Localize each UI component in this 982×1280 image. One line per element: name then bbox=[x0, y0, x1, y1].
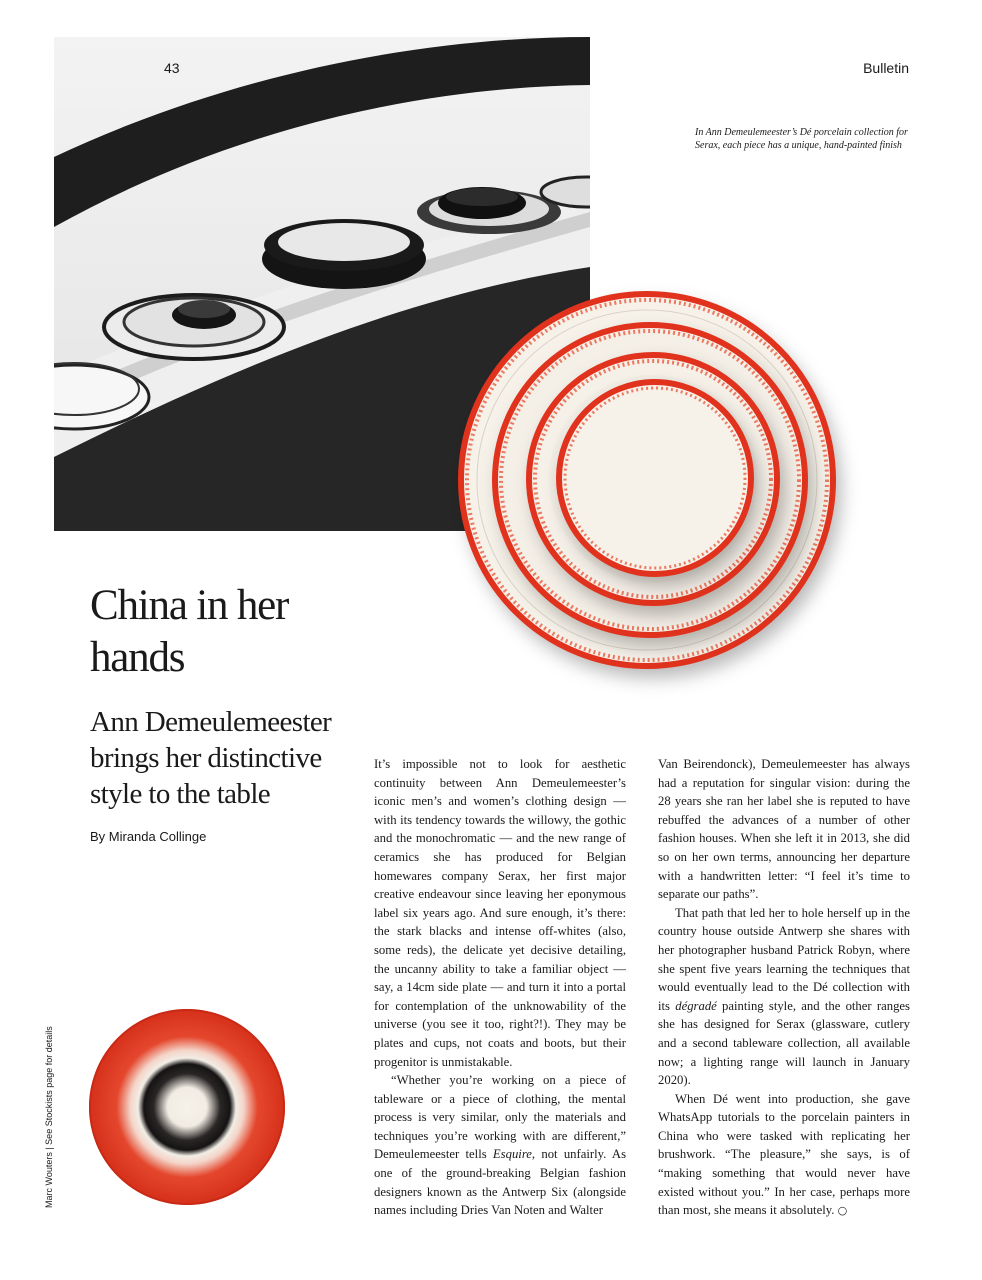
body-paragraph: It’s impossible not to look for aesthetic continuity between Ann Demeulemeester’s iconic men’s and women’s clothing design — with its tendency towards the willowy, the gothic and the monochromatic — and the new range of ceramics she has produced for Belgian homewares company Serax, her first major creative endeavour since leaving her eponymous label six years ago. And sure enough, it’s there: the stark blacks and intense off-whites (also, some reds), the delicate yet decisive detailing, the uncanny ability to take a familiar object — say, a 14cm side plate — and turn it into a portal for contemplation of the unknowability of the universe (you see it too, right?!). They may be plates and cups, not coats and boots, but their progenitor is unmistakable. bbox=[374, 757, 626, 1069]
technique-term: dégradé bbox=[675, 998, 717, 1013]
body-paragraph: That path that led her to hole herself up in the country house outside Antwerp she shares with her photographer husband Patrick Robyn, where she spent five years learning the techniques that would eventually lead to the Dé collection with its dégradé painting style, and the other ranges she has designed for Serax (glassware, cutlery and a second tableware collection, all available now; a lighting range will launch in January 2020). bbox=[658, 905, 910, 1088]
photo-caption: In Ann Demeulemeester’s Dé porcelain collection for Serax, each piece has a unique, hand-painted finish bbox=[695, 127, 908, 151]
byline: By Miranda Collinge bbox=[90, 829, 207, 844]
end-mark-icon: ○ bbox=[837, 1204, 848, 1218]
section-name: Bulletin bbox=[863, 60, 909, 76]
body-column-1 bbox=[374, 755, 626, 1220]
photo-credit: Marc Wouters | See Stockists page for details bbox=[44, 1026, 54, 1208]
body-paragraph: Van Beirendonck), Demeulemeester has always had a reputation for singular vision: during the 28 years she ran her label she is reputed to have rebuffed the advances of a number of other fashion houses. When she left it in 2013, she did so on her own terms, announcing her departure with a handwritten letter: “I feel it’s time to separate our paths”. bbox=[658, 757, 910, 902]
body-column-2 bbox=[658, 755, 910, 1221]
body-paragraph: “Whether you’re working on a piece of tableware or a piece of clothing, the mental process is very similar, only the materials and techniques you’re working with are different,” Demeulemeester tells Esquire, not unfairly. As one of the ground-breaking Belgian fashion designers known as the Antwerp Six (alongside names including Dries Van Noten and Walter bbox=[374, 1073, 627, 1218]
red-rimmed-plates-image bbox=[447, 280, 867, 700]
degrade-plate-image bbox=[88, 1008, 286, 1206]
body-paragraph: When Dé went into production, she gave WhatsApp tutorials to the porcelain painters in China who were tasked with replicating her brushwork. “The pleasure,” she says, is of “making something that would never have existed without you.” In her case, perhaps more than most, she means it absolutely. ○ bbox=[658, 1091, 910, 1218]
page-number: 43 bbox=[164, 60, 180, 76]
headline: China in her hands bbox=[90, 582, 289, 681]
standfirst: Ann Demeulemeester brings her distinctive style to the table bbox=[90, 706, 332, 810]
magazine-name: Esquire bbox=[492, 1147, 532, 1162]
